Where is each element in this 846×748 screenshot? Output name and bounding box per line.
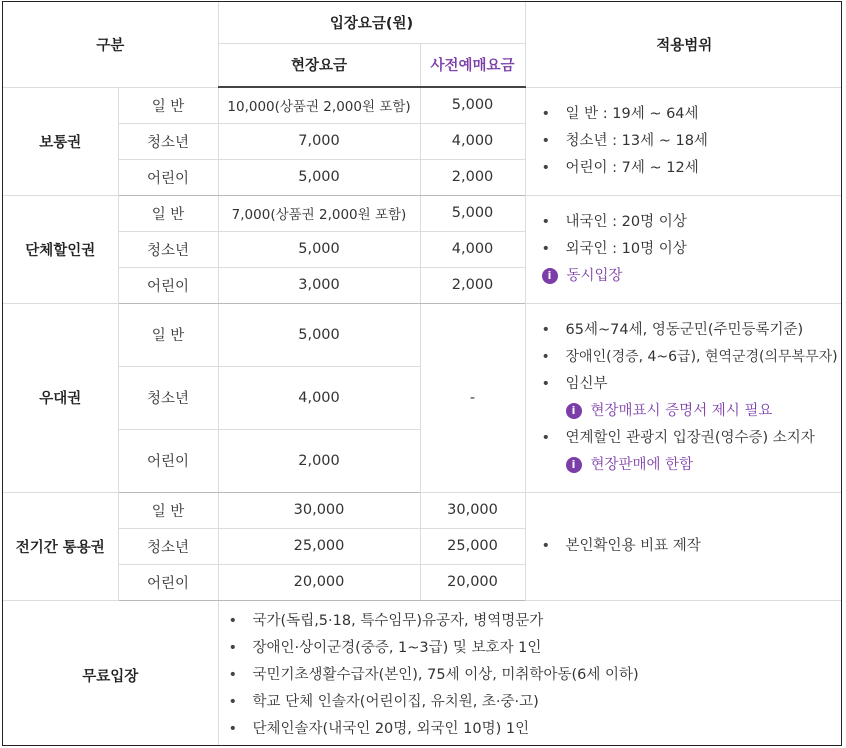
scope-list bbox=[542, 101, 842, 182]
presale-price: 25,000 bbox=[420, 528, 525, 564]
header-onsite: 현장요금 bbox=[218, 43, 420, 87]
presale-price: 2,000 bbox=[420, 159, 525, 195]
ticket-type: 일 반 bbox=[118, 195, 218, 231]
scope-item: • 장애인(경증, 4~6급), 현역군경(의무복무자) bbox=[542, 344, 842, 371]
group-name: 보통권 bbox=[3, 87, 118, 195]
scope-cell bbox=[525, 492, 842, 600]
scope-item: • 외국인 : 10명 이상 bbox=[542, 236, 842, 263]
onsite-price: 5,000 bbox=[218, 303, 420, 366]
info-note-text: 현장판매에 한함 bbox=[590, 456, 694, 473]
ticket-type: 일 반 bbox=[118, 87, 218, 123]
onsite-price: 5,000 bbox=[218, 159, 420, 195]
free-entry-item: • 단체인솔자(내국인 20명, 외국인 10명) 1인 bbox=[229, 716, 639, 743]
free-entry-item: • 국가(독립,5·18, 특수임무)유공자, 병역명문가 bbox=[229, 608, 639, 635]
free-entry-item: • 장애인·상이군경(중증, 1~3급) 및 보호자 1인 bbox=[229, 635, 639, 662]
header-fee: 입장요금(원) bbox=[218, 2, 525, 43]
ticket-type: 청소년 bbox=[118, 528, 218, 564]
group-name: 전기간 통용권 bbox=[3, 492, 118, 600]
onsite-price: 20,000 bbox=[218, 564, 420, 600]
admission-fee-table bbox=[3, 2, 842, 746]
header-scope: 적용범위 bbox=[525, 2, 842, 87]
info-circle-icon: i bbox=[566, 403, 582, 419]
presale-price: 4,000 bbox=[420, 123, 525, 159]
ticket-type: 청소년 bbox=[118, 366, 218, 429]
scope-cell bbox=[525, 195, 842, 303]
free-entry-item: • 국민기초생활수급자(본인), 75세 이상, 미취학아동(6세 이하) bbox=[229, 662, 639, 689]
ticket-type: 어린이 bbox=[118, 267, 218, 303]
info-note bbox=[542, 263, 842, 290]
info-note bbox=[542, 452, 842, 479]
onsite-price: 4,000 bbox=[218, 366, 420, 429]
scope-list bbox=[542, 425, 842, 452]
info-circle-icon: i bbox=[542, 268, 558, 284]
scope-item: • 65세~74세, 영동군민(주민등록기준) bbox=[542, 317, 842, 344]
admission-fee-table-frame bbox=[2, 1, 842, 746]
header-category: 구분 bbox=[3, 2, 218, 87]
presale-price: - bbox=[420, 303, 525, 492]
ticket-type: 어린이 bbox=[118, 564, 218, 600]
scope-cell bbox=[525, 303, 842, 492]
ticket-type: 청소년 bbox=[118, 231, 218, 267]
presale-price: 5,000 bbox=[420, 87, 525, 123]
scope-item: • 청소년 : 13세 ~ 18세 bbox=[542, 128, 842, 155]
presale-price: 30,000 bbox=[420, 492, 525, 528]
group-name: 우대권 bbox=[3, 303, 118, 492]
free-entry-cell bbox=[218, 600, 842, 746]
ticket-type: 어린이 bbox=[118, 159, 218, 195]
onsite-price: 10,000(상품권 2,000원 포함) bbox=[218, 87, 420, 123]
free-entry-label: 무료입장 bbox=[3, 600, 218, 746]
info-note-text: 현장매표시 증명서 제시 필요 bbox=[590, 402, 773, 419]
presale-price: 20,000 bbox=[420, 564, 525, 600]
info-note bbox=[542, 398, 842, 425]
scope-list bbox=[542, 317, 842, 398]
onsite-price: 25,000 bbox=[218, 528, 420, 564]
scope-item: • 임신부 bbox=[542, 371, 842, 398]
onsite-price: 5,000 bbox=[218, 231, 420, 267]
scope-item: • 내국인 : 20명 이상 bbox=[542, 209, 842, 236]
header-presale: 사전예매요금 bbox=[420, 43, 525, 87]
info-circle-icon: i bbox=[566, 457, 582, 473]
presale-price: 5,000 bbox=[420, 195, 525, 231]
presale-price: 4,000 bbox=[420, 231, 525, 267]
free-entry-list bbox=[229, 608, 639, 743]
scope-item: • 본인확인용 비표 제작 bbox=[542, 533, 842, 560]
free-entry-item: • 학교 단체 인솔자(어린이집, 유치원, 초·중·고) bbox=[229, 689, 639, 716]
scope-list bbox=[542, 533, 842, 560]
onsite-price: 7,000(상품권 2,000원 포함) bbox=[218, 195, 420, 231]
ticket-type: 일 반 bbox=[118, 492, 218, 528]
scope-item: • 일 반 : 19세 ~ 64세 bbox=[542, 101, 842, 128]
scope-cell bbox=[525, 87, 842, 195]
presale-price: 2,000 bbox=[420, 267, 525, 303]
onsite-price: 7,000 bbox=[218, 123, 420, 159]
onsite-price: 30,000 bbox=[218, 492, 420, 528]
group-name: 단체할인권 bbox=[3, 195, 118, 303]
ticket-type: 청소년 bbox=[118, 123, 218, 159]
scope-item: • 어린이 : 7세 ~ 12세 bbox=[542, 155, 842, 182]
onsite-price: 3,000 bbox=[218, 267, 420, 303]
info-note-text: 동시입장 bbox=[566, 267, 623, 284]
onsite-price: 2,000 bbox=[218, 429, 420, 492]
scope-item: • 연계할인 관광지 입장권(영수증) 소지자 bbox=[542, 425, 842, 452]
ticket-type: 일 반 bbox=[118, 303, 218, 366]
scope-list bbox=[542, 209, 842, 263]
ticket-type: 어린이 bbox=[118, 429, 218, 492]
